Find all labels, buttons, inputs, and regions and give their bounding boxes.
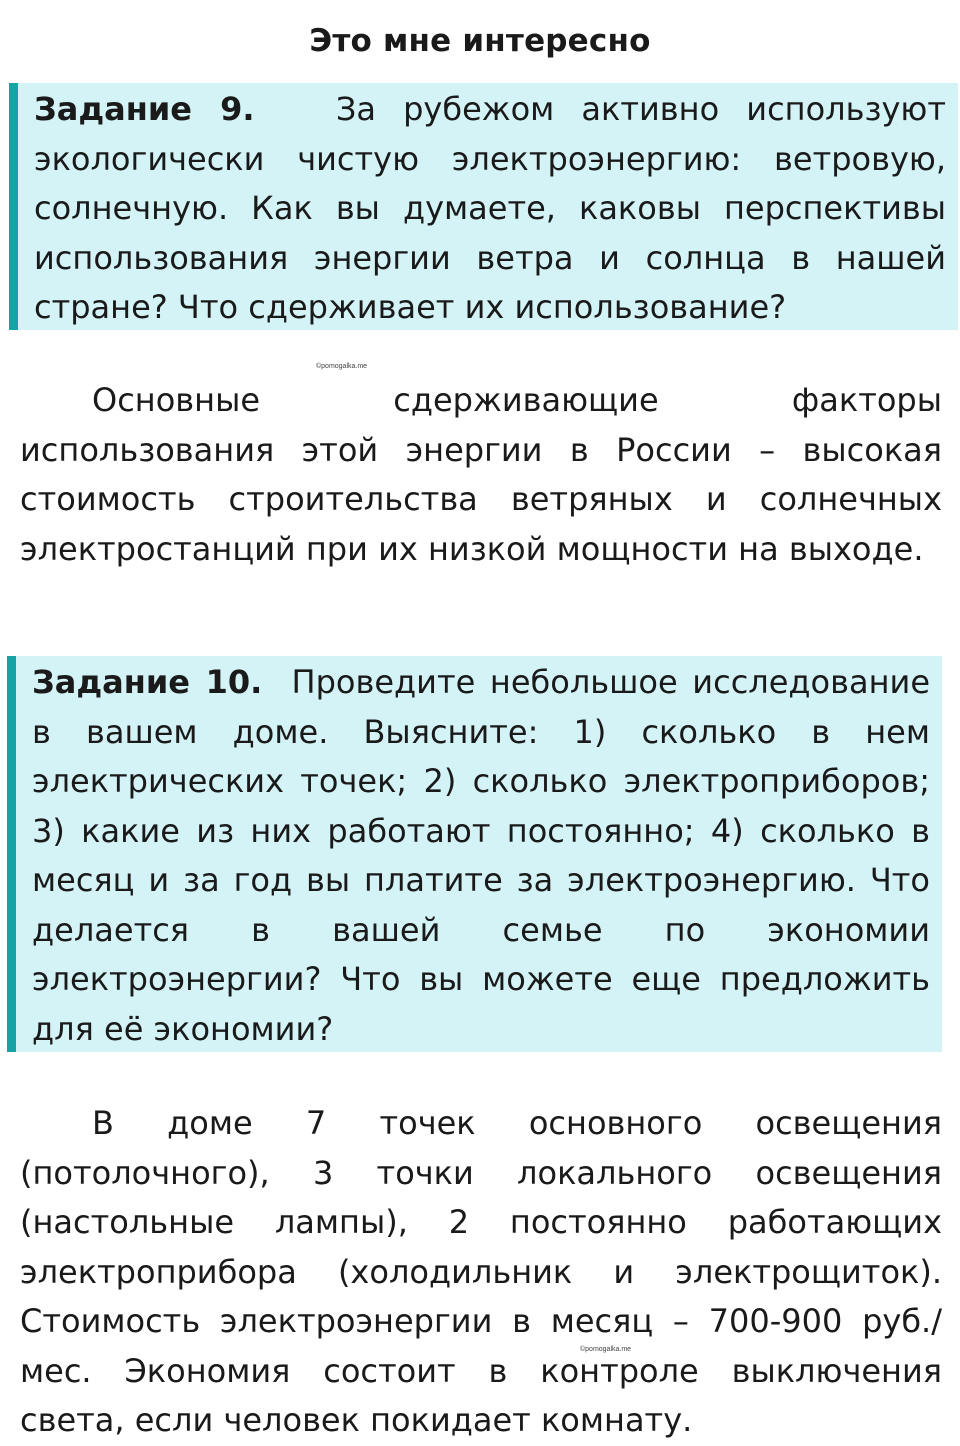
watermark: ©pomogalka.me xyxy=(580,1346,632,1353)
page-title: Это мне интересно xyxy=(309,23,651,59)
answer-10-text: В доме 7 точек основного освещения (потолочного), 3 точки локального освещения (настольные лампы), 2 постоянно работающих электроприбора (холодильник и электрощиток). Стоимость электроэнергии в месяц – 700-900 руб./мес. Экономия состоит в контроле выключения света, если человек покидает комнату. xyxy=(20,1104,942,1439)
task-10-text: Проведите небольшое исследование в вашем доме. Выясните: 1) сколько в нем электрических точек; 2) сколько электроприборов; 3) какие из них работают постоянно; 4) сколько в месяц и за год вы платите за электроэнергию. Что делается в вашей семье по экономии электроэнергии? Что вы можете еще предложить для её экономии? xyxy=(32,663,931,1048)
task-9-text: За рубежом активно используют экологически чистую электроэнергию: ветровую, солнечную. Как вы думаете, каковы перспективы использования энергии ветра и солнца в нашей стране? Что сдерживает их использование? xyxy=(34,90,947,326)
task-9-box xyxy=(9,83,958,330)
task-9-label: Задание 9. xyxy=(34,90,255,128)
task-10-box xyxy=(7,656,942,1052)
answer-9-text: Основные сдерживающие факторы использования этой энергии в России – высокая стоимость строительства ветряных и солнечных электростанций при их низкой мощности на выходе. xyxy=(20,381,942,568)
task-10-label: Задание 10. xyxy=(32,663,263,701)
watermark: ©pomogalka.me xyxy=(316,363,368,370)
